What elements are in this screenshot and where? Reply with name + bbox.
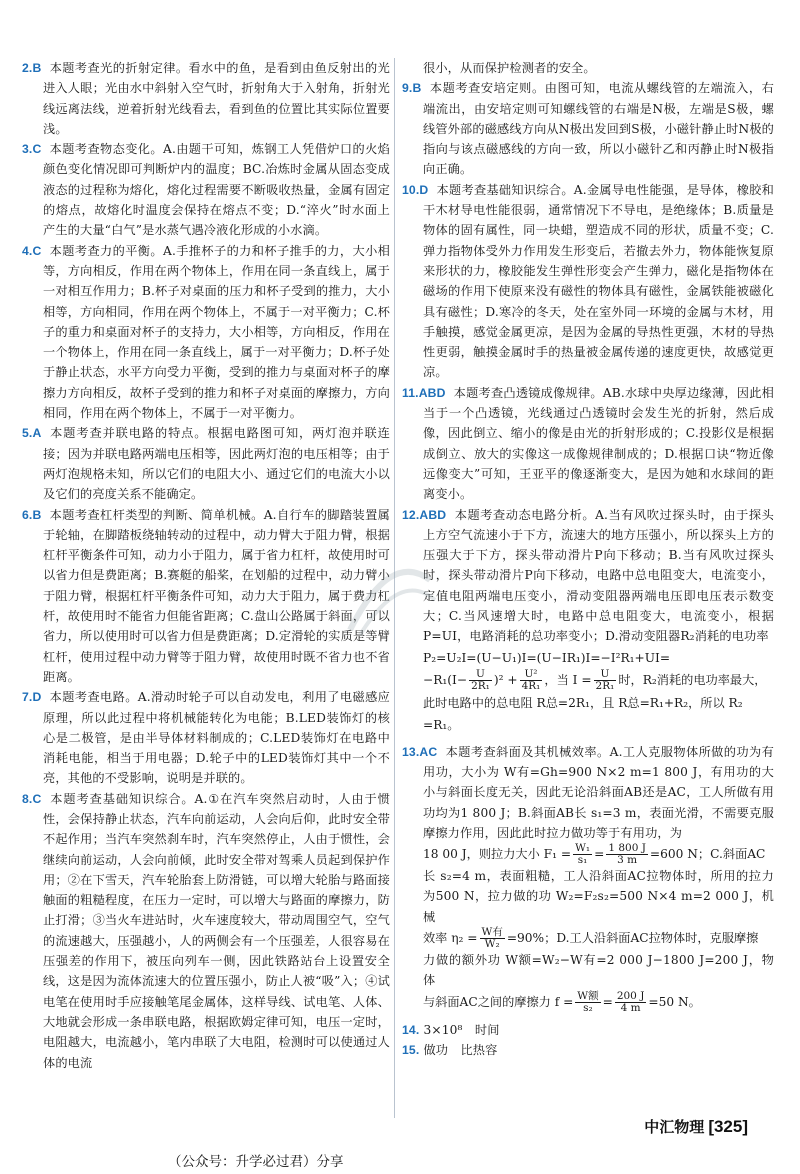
brand-name: 中汇物理 <box>644 1118 705 1136</box>
formula-part: = <box>594 847 605 862</box>
answer-number: 6. <box>22 507 33 522</box>
formula-12-line3: 此时电路中的总电阻 R总=2R₁，且 R总=R₁+R₂，所以 R₂ <box>423 695 743 710</box>
fraction-top: 200 J <box>616 989 645 1002</box>
answer-number: 9. <box>402 81 413 96</box>
left-answer-item <box>22 58 390 139</box>
fraction-bottom: s₂ <box>583 1001 593 1014</box>
answer-key: B <box>32 507 42 522</box>
fraction-bottom: 4 m <box>620 1001 641 1014</box>
answer-number: 10. <box>402 182 420 197</box>
left-answer-item <box>22 687 390 788</box>
fraction-bottom: 2R₁ <box>595 679 615 692</box>
answer-text: 本题考查动态电路分析。A.当有风吹过探头时，由于探头上方空气流速小于下方，流速大的地方压强小，所以探头上方的压强大于下方，探头带动滑片P向下移动；B.当有风吹过探头时，探头带动滑片P向下移动，电路中总电阻变大，电流变小，定值电阻两端电压变小，滑动变阻器两端电压即电压表示数变大；C.当风速增大时，电路中总电阻变大，电流变小，根据P=UI，电路消耗的总功率变小；D.滑动变阻器R₂消耗的电功率 <box>423 507 774 644</box>
answer-key: B <box>412 81 422 96</box>
fraction-top: U <box>594 669 617 681</box>
fraction <box>594 669 617 692</box>
fraction <box>606 843 648 866</box>
left-answer-item <box>22 423 390 504</box>
answer-text: 本题考查基础知识综合。A.①在汽车突然启动时，人由于惯性，会保持静止状态，汽车向前运动，人会向后仰，此时安全带不起作用；当汽车突然刹车时，汽车突然停止，人由于惯性，会继续向前运动，人会向前倾，此时安全带对驾乘人员起到保护作用；②在下雪天，汽车轮胎套上防滑链，可以增大轮胎与路面接触面的粗糙程度，在压力一定时，可以增大与路面的摩擦力，防止打滑；③当火车进站时，火车速度较大，带动周围空气，空气的流速越大，压强越小，人的两侧会有一个压强差，人很容易在压强差的作用下，被压向列车一侧，因此铁路站台上设置安全线，这是因为流体流速大的位置压强小，防止人被“吸”入；④试电笔在使用时手应接触笔尾金属体，这样导线、试电笔、人体、大地就会形成一条串联电路，根据欧姆定律可知，电压一定时，电阻越大，电流越小，笔内串联了大电阻，检测时可以使通过人体的电流 <box>43 791 390 1070</box>
answer-number: 7. <box>22 690 33 705</box>
answer-item-15 <box>402 1040 774 1060</box>
answer-item-13 <box>402 742 774 843</box>
answer-13-text3: 力做的额外功 W额=W₂−W有=2 000 J−1800 J=200 J，物体 <box>423 952 774 988</box>
fraction-bottom: s₁ <box>577 854 588 867</box>
answer-key: A <box>32 426 42 441</box>
answer-number: 11. <box>402 385 419 400</box>
answer-13-text2: 长 s₂=4 m，表面粗糙，工人沿斜面AC拉物体时，所用的拉力为500 N，拉力做的功 W₂=F₂s₂=500 N×4 m=2 000 J，机械 <box>423 869 774 924</box>
answer-number: 13. <box>402 744 420 759</box>
answer-number: 15. <box>402 1042 420 1057</box>
formula-part: )² + <box>493 672 518 687</box>
left-answer-item <box>22 241 390 424</box>
left-answer-item <box>22 789 390 1073</box>
answer-8-continued: 很小，从而保护检测者的安全。 <box>423 61 596 75</box>
answer-text: 本题考查并联电路的特点。根据电路图可知，两灯泡并联连接；因为并联电路两端电压相等，因此两灯泡的电压相等；由于两灯泡规格未知，所以它们的电阻大小、通过它们的电流大小以及它们的亮度关系不能确定。 <box>43 426 390 502</box>
fraction-bottom: W₂ <box>484 937 500 950</box>
fraction-top: W额 <box>577 989 599 1002</box>
formula-13-line1 <box>423 843 774 866</box>
answer-number: 12. <box>402 507 420 522</box>
right-answer-list <box>402 78 774 646</box>
answer-key: AC <box>419 744 438 759</box>
formula-part: 效率 η₂ = <box>423 930 478 945</box>
answer-key: B <box>32 61 42 75</box>
formula-part: 与斜面AC之间的摩擦力 f = <box>423 994 574 1009</box>
answer-text: 本题考查安培定则。由图可知，电流从螺线管的左端流入，右端流出，由安培定则可知螺线管的右端是N极，左端是S极，螺线管外部的磁感线方向从N极出发回到S极，小磁针静止时N极的指向与该点磁感线的方向一致，所以小磁针乙和丙静止时N极指向正确。 <box>423 81 774 177</box>
answer-text: 本题考查斜面及其机械效率。A.工人克服物体所做的功为有用功，大小为 W有=Gh=900 N×2 m=1 800 J，有用功的大小与斜面长度无关，因此无论沿斜面AB还是AC，工人所做有用功均为1 800 J；B.斜面AB长 s₁=3 m，表面光滑，不需要克服摩擦力作用，因此此时拉力做功等于有用功，为 <box>423 744 774 840</box>
answer-key: D <box>32 690 42 705</box>
answer-text: 本题考查凸透镜成像规律。AB.水球中央厚边缘薄，因此相当于一个凸透镜，光线通过凸透镜时会发生光的折射，然后成像，因此倒立、缩小的像是由光的折射形成的；C.投影仪是根据成倒立、放大的实像这一成像规律制成的；D.根据口诀“物近像远像变大”可知，王亚平的像逐渐变大，是因为她和水球间的距离变小。 <box>423 385 774 502</box>
fraction <box>480 927 505 950</box>
right-answer-item <box>402 180 774 383</box>
answer-key: C <box>32 791 42 806</box>
formula-13-line2 <box>423 927 774 950</box>
answer-text: 做功 比热容 <box>423 1042 498 1057</box>
fraction-bottom: 2R₁ <box>471 679 490 692</box>
formula-12-line1: P₂=U₂I=(U−U₁)I=(U−IR₁)I=−I²R₁+UI= <box>423 650 671 665</box>
answer-text: 本题考查光的折射定律。看水中的鱼，是看到由鱼反射出的光进入人眼；光由水中斜射入空气时，折射角大于入射角，折射光线远离法线，逆着折射光线看去，看到鱼的位置比其实际位置要浅。 <box>43 61 390 136</box>
fraction <box>573 843 592 866</box>
formula-12-line2 <box>423 669 774 692</box>
fraction <box>575 991 600 1014</box>
formula-part: 时，R₂消耗的电功率最大， <box>618 672 767 687</box>
answer-number: 3. <box>22 142 33 157</box>
formula-part: =90%；D.工人沿斜面AC拉物体时，克服摩擦 <box>506 930 759 945</box>
formula-part: ，当 I = <box>544 672 592 687</box>
fraction <box>615 991 647 1014</box>
formula-part: =600 N；C.斜面AC <box>649 847 766 862</box>
fraction-top: W₁ <box>575 842 591 855</box>
answer-text: 本题考查力的平衡。A.手推杯子的力和杯子推手的力，大小相等，方向相反，作用在两个物体上，作用在同一条直线上，属于一对相互作用力；B.杯子对桌面的压力和杯子受到的推力，大小相等，方向相同，作用在两个物体上，不属于一对平衡力；C.杯子的重力和桌面对杯子的支持力，大小相等，方向相反，作用在一个物体上，作用在同一条直线上，属于一对平衡力；D.杯子处于静止状态，水平方向受力平衡，受到的推力与桌面对杯子的摩擦力方向相反，故杯子受到的推力和杯子对桌面的摩擦力，方向相同，作用在两个物体上，不属于一对平衡力。 <box>43 243 390 421</box>
answer-number: 5. <box>22 426 33 441</box>
answer-item-14 <box>402 1020 774 1040</box>
answer-key: ABD <box>418 385 446 400</box>
fraction <box>520 669 543 692</box>
formula-12-line4: =R₁。 <box>423 717 460 732</box>
answer-text: 本题考查电路。A.滑动时轮子可以自动发电，利用了电磁感应原理，所以此过程中将机械能转化为电能；B.LED装饰灯的核心是二极管，是由半导体材料制成的；C.LED装饰灯在电路中消耗电能，相当于用电器；D.轮子中的LED装饰灯其中一个不亮，其他的不受影响，说明是并联的。 <box>43 690 390 786</box>
right-column <box>402 58 774 1060</box>
answer-text: 本题考查物态变化。A.由题干可知，炼钢工人凭借炉口的火焰颜色变化情况即可判断炉内的温度；BC.冶炼时金属从固态变成液态的过程称为熔化，熔化过程需要不断吸收热量，金属有固定的熔点，故熔化时温度会保持在熔点不变；D.“淬火”时水面上产生的大量“白气”是水蒸气遇冷液化形成的小水滴。 <box>43 142 390 238</box>
right-answer-item <box>402 383 774 505</box>
answer-number: 8. <box>22 791 33 806</box>
answer-key: D <box>419 182 429 197</box>
answer-text: 本题考查杠杆类型的判断、简单机械。A.自行车的脚踏装置属于轮轴，在脚踏板绕轴转动的过程中，动力臂大于阻力臂，根据杠杆平衡条件可知，动力小于阻力，属于省力杠杆，故使用时可以省力但是费距离；B.赛艇的船桨，在划船的过程中，动力臂小于阻力臂，根据杠杆平衡条件可知，动力大于阻力，属于费力杠杆，故使用时不能省力但能省距离；C.盘山公路属于斜面，可以省力，所以使用时可以省力但是费距离；D.定滑轮的实质是等臂杠杆，使用过程中动力臂等于阻力臂，故使用时既不省力也不省距离。 <box>43 507 390 684</box>
answer-text: 本题考查基础知识综合。A.金属导电性能强，是导体，橡胶和干木材导电性能很弱，通常情况下不导电，是绝缘体；B.质量是物体的固有属性，同一块蜡，塑造成不同的形状，质量不变；C.弹力指物体受外力作用发生形变后，若撤去外力，物体能恢复原来形状的力，橡胶能发生弹性形变会产生弹力，磁化是指物体在磁场的作用下使原来没有磁性的物体具有磁性，金属铁能被磁化具有磁性；D.寒冷的冬天，处在室外同一环境的金属与木材，用手触摸，感觉金属更凉，是因为金属的导热性更强，木材的导热性更弱，触摸金属时手的热量被金属传递的速度更快，故感觉更凉。 <box>423 182 774 380</box>
fraction-top: U <box>469 669 492 681</box>
fraction-top: W有 <box>481 925 503 938</box>
answer-number: 14. <box>402 1022 420 1037</box>
fraction-bottom: 4R₁ <box>521 679 541 692</box>
watermark-icon <box>330 540 450 650</box>
fraction <box>469 669 492 692</box>
right-answer-item <box>402 505 774 647</box>
page-number: [325] <box>708 1117 748 1136</box>
formula-13-line3 <box>423 991 774 1014</box>
fraction-top: 1 800 J <box>608 842 646 855</box>
answer-key: C <box>32 142 42 157</box>
right-answer-item <box>402 78 774 179</box>
footer-note: （公众号：升学必过君）分享 <box>168 1154 344 1170</box>
answer-number: 2. <box>22 61 33 75</box>
answer-key: C <box>32 243 42 258</box>
formula-part: −R₁(I− <box>423 672 468 687</box>
formula-part: = <box>602 994 613 1009</box>
answer-text: 3×10⁸ 时间 <box>423 1022 500 1037</box>
answer-key: ABD <box>419 507 447 522</box>
footer-brand <box>644 1116 748 1137</box>
fraction-top: U² <box>520 669 543 681</box>
left-answer-item <box>22 139 390 240</box>
answer-number: 4. <box>22 243 33 258</box>
formula-part: 18 00 J，则拉力大小 F₁ = <box>423 847 572 862</box>
fraction-bottom: 3 m <box>617 854 638 867</box>
formula-part: =50 N。 <box>648 994 701 1009</box>
